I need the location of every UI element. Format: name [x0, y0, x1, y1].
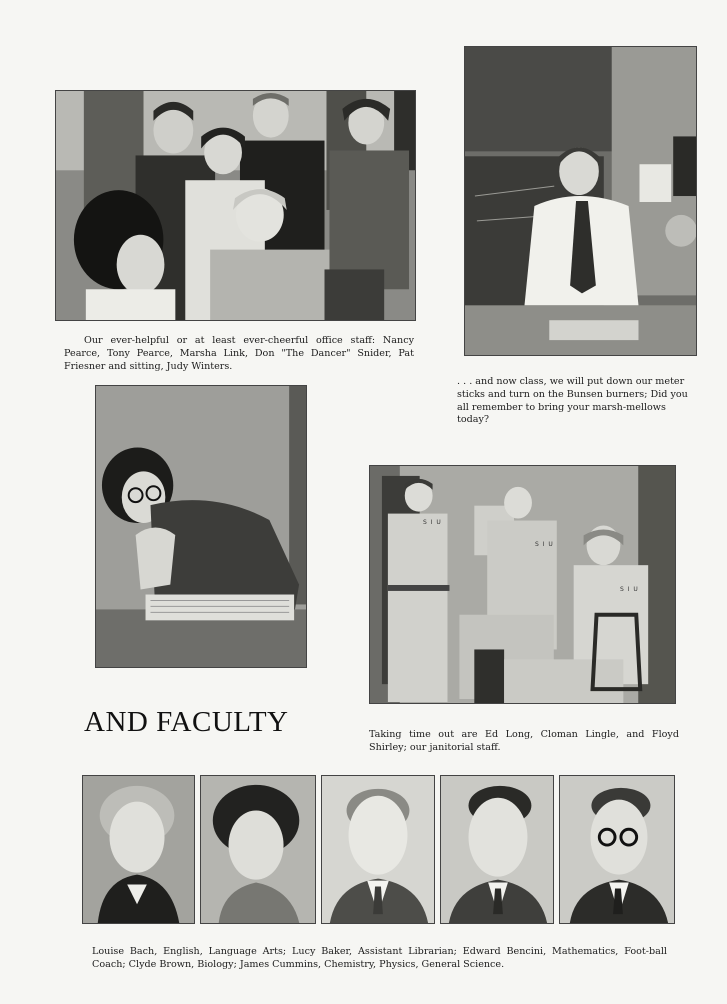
- faculty-portrait-edward-bencini: [321, 775, 435, 924]
- faculty-caption: Louise Bach, English, Language Arts; Lucy Baker, Assistant Librarian; Edward Bencini, Mathematics, Foot-ball Coach; Clyde Brown, Biology; James Cummins, Chemistry, Physics, General Science.: [92, 946, 667, 970]
- office-staff-caption: Our ever-helpful or at least ever-cheerful office staff: Nancy Pearce, Tony Pearce, Marsha Link, Don "The Dancer" Snider, Pat Friesner and sitting, Judy Winters.: [64, 335, 414, 372]
- faculty-portrait-louise-bach: [82, 775, 195, 924]
- teacher-at-desk-photo: [95, 385, 307, 668]
- uniform-patch-3: S I U: [620, 586, 639, 593]
- janitorial-staff-caption: Taking time out are Ed Long, Cloman Lingle, and Floyd Shirley; our janitorial staff.: [369, 729, 679, 753]
- uniform-patch-2: S I U: [535, 541, 554, 548]
- science-teacher-photo: [464, 46, 697, 356]
- office-staff-photo: [55, 90, 416, 321]
- faculty-portrait-clyde-brown: [440, 775, 554, 924]
- janitorial-staff-photo: [369, 465, 676, 704]
- science-teacher-caption: . . . and now class, we will put down our meter sticks and turn on the Bunsen burners; Did you all remember to bring your marsh-mellows today?: [457, 376, 688, 426]
- uniform-patch-1: S I U: [423, 519, 442, 526]
- faculty-portrait-james-cummins: [559, 775, 675, 924]
- section-headline: AND FACULTY: [84, 706, 289, 738]
- faculty-portrait-lucy-baker: [200, 775, 316, 924]
